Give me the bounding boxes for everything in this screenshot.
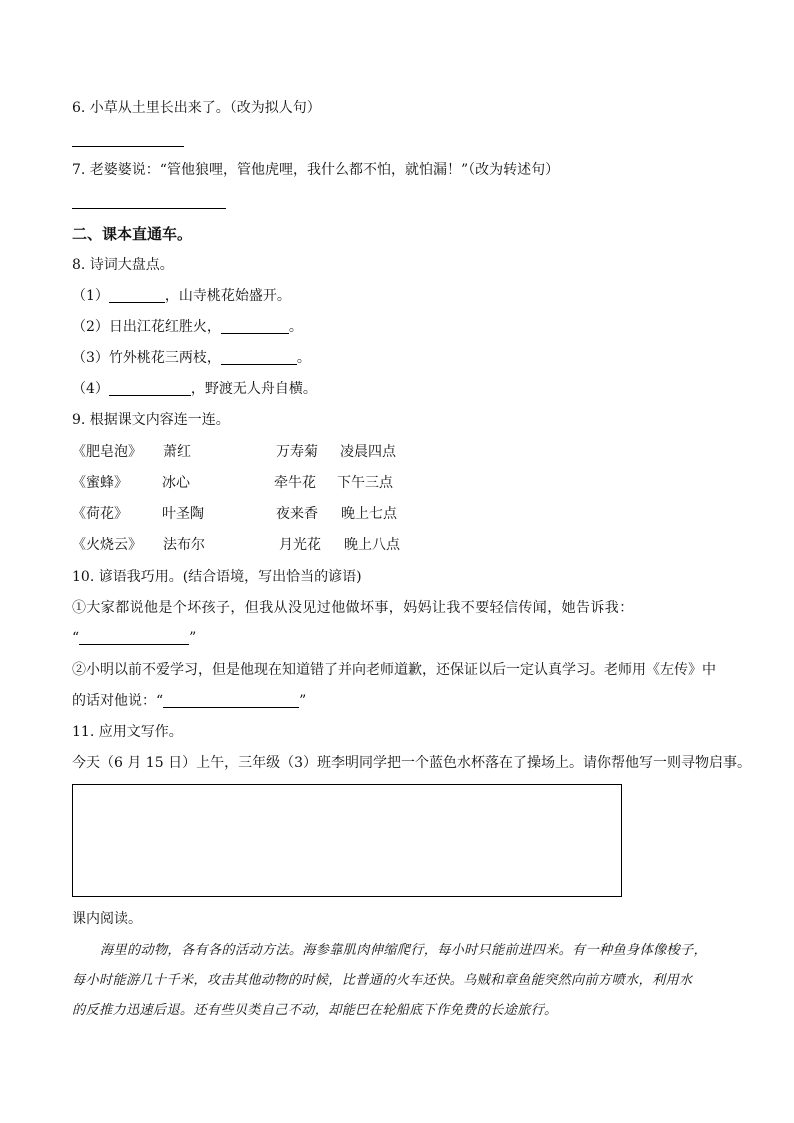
q9-book[interactable]: 《荷花》 — [72, 506, 128, 522]
q9-flower[interactable]: 月光花 — [279, 537, 321, 553]
q10-item-2-lead: 的话对他说：“ — [72, 693, 164, 709]
q9-time[interactable]: 晚上七点 — [341, 506, 397, 522]
q10-item-2-text: ②小明以前不爱学习，但是他现在知道错了并向老师道歉，还保证以后一定认真学习。老师用《左传》中 — [72, 662, 716, 678]
question-10-title: 10. 谚语我巧用。(结合语境，写出恰当的谚语) — [72, 569, 362, 585]
q8-item-before: 日出江花红胜火， — [108, 319, 221, 335]
question-9-title: 9. 根据课文内容连一连。 — [72, 412, 230, 428]
question-11-title: 11. 应用文写作。 — [72, 724, 183, 740]
section-title: 二、课本直通车。 — [72, 225, 193, 243]
q8-item-num: （2） — [72, 319, 109, 335]
q9-author[interactable]: 法布尔 — [163, 537, 205, 553]
q9-time[interactable]: 下午三点 — [337, 475, 393, 491]
fill-blank[interactable] — [221, 319, 289, 334]
close-quote: ” — [299, 693, 307, 709]
q10-item-1-answer — [72, 628, 196, 648]
q8-item-after: ，野渡无人舟自横。 — [190, 381, 317, 397]
q9-book[interactable]: 《肥皂泡》 — [72, 444, 142, 460]
fill-blank[interactable] — [109, 381, 191, 396]
reading-line: 海里的动物，各有各的活动方法。海参靠肌肉伸缩爬行，每小时只能前进四米。有一种鱼身体像梭子， — [100, 943, 707, 958]
reading-passage — [72, 936, 732, 1026]
q8-item-num: （3） — [72, 350, 109, 366]
reading-title: 课内阅读。 — [72, 911, 142, 927]
q8-item-3 — [72, 348, 311, 368]
q8-item-num: （1） — [72, 288, 109, 304]
question-7: 7. 老婆婆说：“管他狼哩，管他虎哩，我什么都不怕，就怕漏！”（改为转述句） — [72, 162, 560, 178]
question-11-prompt: 今天（6 月 15 日）上午，三年级（3）班李明同学把一个蓝色水杯落在了操场上。请你帮他写一则寻物启事。 — [72, 755, 751, 771]
q8-item-num: （4） — [72, 381, 109, 397]
fill-blank[interactable] — [79, 630, 189, 645]
q9-author[interactable]: 叶圣陶 — [162, 506, 204, 522]
q9-author[interactable]: 萧红 — [163, 444, 191, 460]
fill-blank[interactable] — [109, 288, 165, 303]
q8-item-after: 。 — [296, 350, 311, 366]
q9-book[interactable]: 《火烧云》 — [72, 537, 142, 553]
q8-item-before: 竹外桃花三两枝， — [108, 350, 221, 366]
close-quote: ” — [189, 630, 197, 646]
writing-answer-box[interactable] — [72, 784, 622, 897]
q9-time[interactable]: 凌晨四点 — [340, 444, 396, 460]
answer-line-6[interactable] — [72, 146, 184, 147]
q10-item-2-answer — [72, 691, 306, 711]
answer-line-7[interactable] — [72, 208, 226, 209]
open-quote: “ — [72, 630, 80, 646]
q8-item-1 — [72, 286, 291, 306]
q9-flower[interactable]: 夜来香 — [276, 506, 318, 522]
q9-flower[interactable]: 牵牛花 — [274, 475, 316, 491]
q8-item-after: ，山寺桃花始盛开。 — [164, 288, 291, 304]
q10-item-1-text: ①大家都说他是个坏孩子，但我从没见过他做坏事，妈妈让我不要轻信传闻，她告诉我： — [72, 600, 634, 616]
question-8-title: 8. 诗词大盘点。 — [72, 257, 174, 273]
q8-item-2 — [72, 317, 303, 337]
reading-line: 的反推力迅速后退。还有些贝类自己不动，却能巴在轮船底下作免费的长途旅行。 — [72, 1003, 558, 1018]
q8-item-4 — [72, 379, 317, 399]
fill-blank[interactable] — [221, 350, 297, 365]
reading-line: 每小时能游几十千米，攻击其他动物的时候，比普通的火车还快。乌贼和章鱼能突然向前方喷水，利用水 — [72, 973, 693, 988]
q9-time[interactable]: 晚上八点 — [344, 537, 400, 553]
q9-flower[interactable]: 万寿菊 — [276, 444, 318, 460]
q9-author[interactable]: 冰心 — [162, 475, 190, 491]
q8-item-after: 。 — [288, 319, 303, 335]
fill-blank[interactable] — [163, 693, 299, 708]
question-6: 6. 小草从土里长出来了。（改为拟人句） — [72, 100, 321, 116]
q9-book[interactable]: 《蜜蜂》 — [72, 475, 128, 491]
